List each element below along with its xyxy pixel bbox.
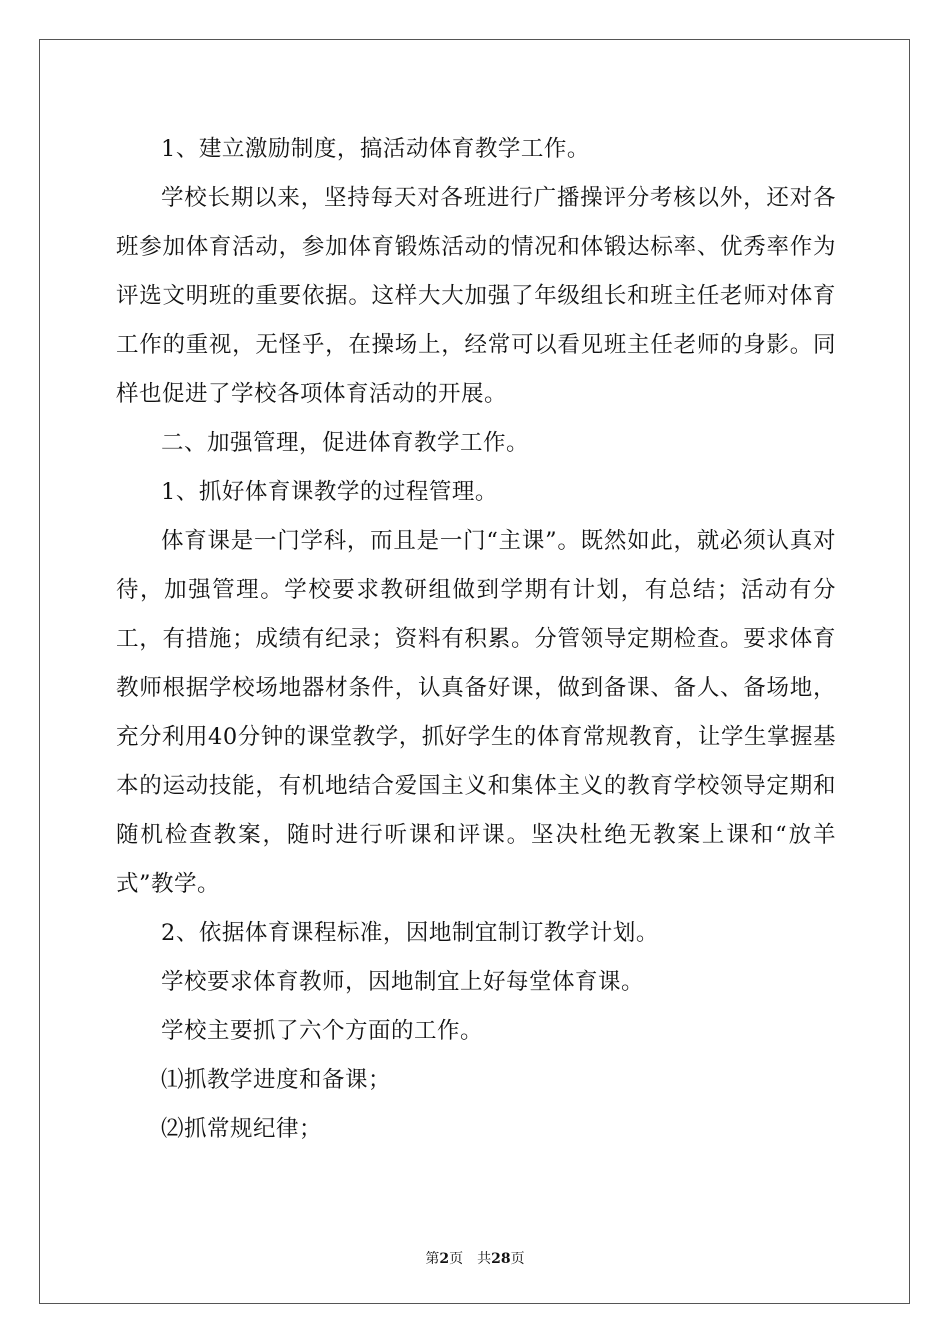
paragraph: 体育课是一门学科，而且是一门“主课”。既然如此，就必须认真对待，加强管理。学校要求教研组做到学期有计划，有总结；活动有分工，有措施；成绩有纪录；资料有积累。分管领导定期检查。要求体育教师根据学校场地器材条件，认真备好课，做到备课、备人、备场地，充分利用40分钟的课堂教学，抓好学生的体育常规教育，让学生掌握基本的运动技能，有机地结合爱国主义和集体主义的教育学校领导定期和随机检查教案，随时进行听课和评课。坚决杜绝无教案上课和“放羊式”教学。 — [116, 528, 836, 897]
page-suffix: 页 — [510, 1251, 525, 1267]
list-item: ⑴抓教学进度和备课； — [161, 1067, 392, 1093]
paragraph: 学校主要抓了六个方面的工作。 — [161, 1018, 484, 1044]
paragraph: 学校长期以来，坚持每天对各班进行广播操评分考核以外，还对各班参加体育活动，参加体育锻炼活动的情况和体锻达标率、优秀率作为评选文明班的重要依据。这样大大加强了年级组长和班主任老师对体育工作的重视，无怪乎，在操场上，经常可以看见班主任老师的身影。同样也促进了学校各项体育活动的开展。 — [116, 185, 836, 407]
page-prefix: 第 — [425, 1251, 440, 1267]
section-heading: 二、加强管理，促进体育教学工作。 — [161, 430, 530, 456]
paragraph: 2、依据体育课程标准，因地制宜制订教学计划。 — [161, 920, 659, 946]
document-body — [116, 125, 836, 1154]
list-item: ⑵抓常规纪律； — [161, 1116, 323, 1142]
page-current-number: 2 — [439, 1251, 450, 1267]
page-mid: 页 共 — [449, 1251, 492, 1267]
paragraph: 1、建立激励制度，搞活动体育教学工作。 — [161, 136, 590, 162]
paragraph: 学校要求体育教师，因地制宜上好每堂体育课。 — [161, 969, 645, 995]
page-footer — [0, 1248, 950, 1268]
page-total-number: 28 — [491, 1251, 511, 1267]
paragraph: 1、抓好体育课教学的过程管理。 — [161, 479, 498, 505]
